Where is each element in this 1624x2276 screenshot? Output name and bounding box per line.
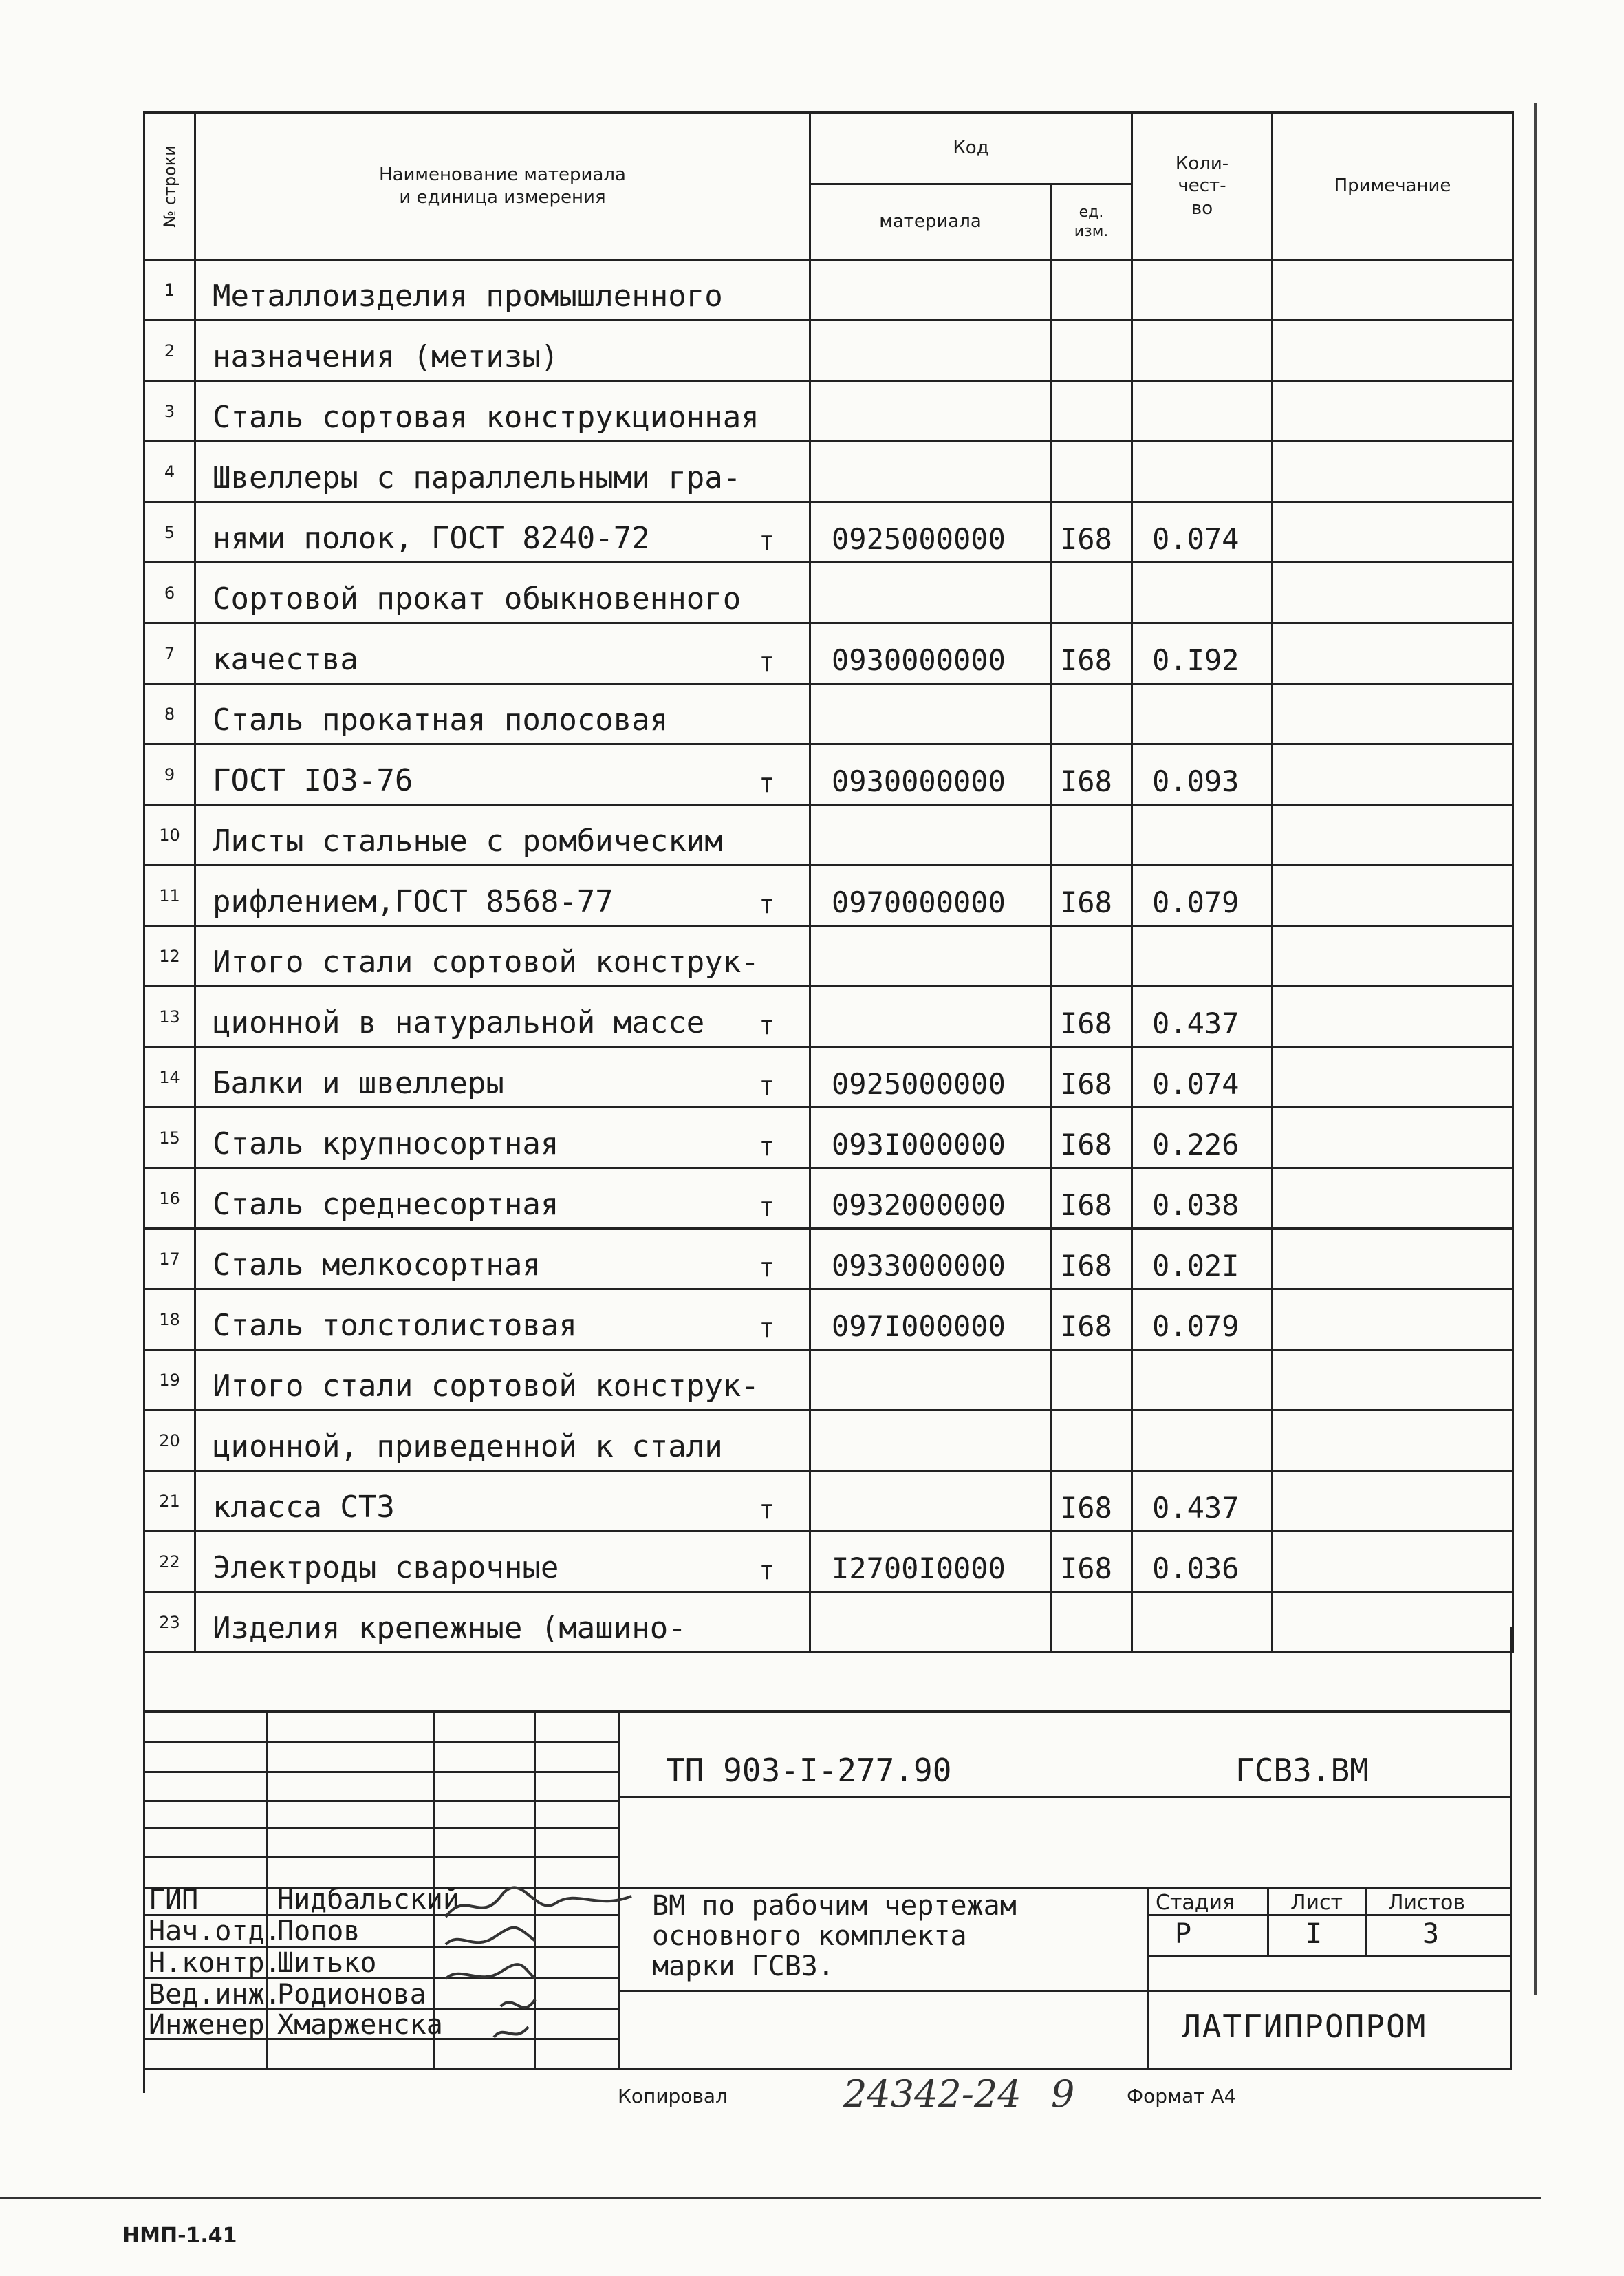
quantity: 0.079: [1132, 866, 1273, 926]
unit-abbrev: т: [759, 1313, 775, 1343]
material-code: I2700I0000: [810, 1532, 1051, 1592]
material-name-cell: [195, 1047, 810, 1108]
specification-sheet: [143, 111, 1512, 2116]
table-row: [144, 381, 1513, 442]
document-title: [652, 1891, 1017, 1982]
unit-code: I68: [1051, 623, 1132, 684]
material-code: [810, 1350, 1051, 1410]
title-line-3: марки ГСВ3.: [652, 1951, 834, 1982]
document-code: ТП 903-I-277.90: [666, 1752, 952, 1789]
row-number: 1: [144, 260, 195, 321]
table-row: [144, 1350, 1513, 1410]
material-name-cell: [195, 805, 810, 866]
material-name-cell: [195, 866, 810, 926]
material-name-cell: [195, 987, 810, 1047]
quantity: 0.437: [1132, 1471, 1273, 1532]
sheet-value: I: [1306, 1918, 1323, 1950]
unit-code: I68: [1051, 744, 1132, 805]
material-code: [810, 563, 1051, 623]
table-row: [144, 1229, 1513, 1289]
quantity: [1132, 1350, 1273, 1410]
handwritten-signatures: [439, 1876, 645, 2068]
row-number: 20: [144, 1410, 195, 1471]
header-name: Наименование материала и единица измерения: [195, 113, 810, 260]
header-material-code: материала: [810, 184, 1051, 260]
material-code: 0932000000: [810, 1168, 1051, 1229]
signature-name: Попов: [277, 1915, 360, 1947]
row-number: 6: [144, 563, 195, 623]
material-name: Сталь среднесортная: [213, 1187, 559, 1222]
unit-abbrev: т: [759, 1131, 775, 1161]
unit-code: [1051, 684, 1132, 744]
quantity: [1132, 926, 1273, 987]
unit-code: I68: [1051, 502, 1132, 563]
material-name: Сталь сортовая конструкционная: [213, 400, 759, 435]
unit-code: [1051, 381, 1132, 442]
material-name: Сортовой прокат обыкновенного: [213, 581, 741, 616]
table-row: [144, 744, 1513, 805]
material-name-cell: [195, 926, 810, 987]
unit-code: I68: [1051, 1289, 1132, 1350]
note: [1273, 321, 1513, 381]
row-number: 23: [144, 1592, 195, 1653]
note: [1273, 381, 1513, 442]
material-code: [810, 926, 1051, 987]
material-name: назначения (метизы): [213, 339, 559, 374]
material-code: 093I000000: [810, 1108, 1051, 1168]
signature-role: Н.контр.: [149, 1947, 281, 1979]
unit-code: I68: [1051, 866, 1132, 926]
material-code: 097I000000: [810, 1289, 1051, 1350]
table-row: [144, 260, 1513, 321]
row-number: 18: [144, 1289, 195, 1350]
sheet-edge-line: [1534, 103, 1537, 1995]
unit-code: [1051, 260, 1132, 321]
note: [1273, 1108, 1513, 1168]
material-code: 0970000000: [810, 866, 1051, 926]
unit-abbrev: т: [759, 1494, 775, 1525]
material-code: [810, 987, 1051, 1047]
row-number: 19: [144, 1350, 195, 1410]
material-name-cell: [195, 502, 810, 563]
row-number: 7: [144, 623, 195, 684]
material-name-cell: [195, 321, 810, 381]
signature-role: Вед.инж.: [149, 1979, 281, 2010]
row-number: 10: [144, 805, 195, 866]
unit-code: I68: [1051, 1471, 1132, 1532]
table-row: [144, 1410, 1513, 1471]
row-number: 14: [144, 1047, 195, 1108]
stage-label: Стадия: [1156, 1891, 1235, 1915]
table-row: [144, 1532, 1513, 1592]
note: [1273, 1047, 1513, 1108]
material-name-cell: [195, 381, 810, 442]
table-row: [144, 442, 1513, 502]
note: [1273, 744, 1513, 805]
material-name-cell: [195, 1168, 810, 1229]
note: [1273, 684, 1513, 744]
unit-code: I68: [1051, 1168, 1132, 1229]
table-row: [144, 1108, 1513, 1168]
note: [1273, 1289, 1513, 1350]
unit-abbrev: т: [759, 647, 775, 677]
material-code: [810, 805, 1051, 866]
note: [1273, 260, 1513, 321]
row-number: 22: [144, 1532, 195, 1592]
material-name: качества: [213, 642, 358, 677]
signature-role: Инженер: [149, 2009, 265, 2041]
material-name: рифлением,ГОСТ 8568-77: [213, 884, 614, 919]
table-row: [144, 1047, 1513, 1108]
unit-code: I68: [1051, 987, 1132, 1047]
quantity: [1132, 1410, 1273, 1471]
quantity: [1132, 381, 1273, 442]
quantity: 0.036: [1132, 1532, 1273, 1592]
material-name-cell: [195, 744, 810, 805]
document-mark: ГСВ3.ВМ: [1235, 1752, 1369, 1789]
note: [1273, 1229, 1513, 1289]
row-number: 3: [144, 381, 195, 442]
row-number: 12: [144, 926, 195, 987]
unit-abbrev: т: [759, 889, 775, 919]
row-number: 9: [144, 744, 195, 805]
material-name-cell: [195, 442, 810, 502]
material-code: [810, 1410, 1051, 1471]
material-code: 0925000000: [810, 502, 1051, 563]
material-code: [810, 381, 1051, 442]
unit-code: [1051, 442, 1132, 502]
row-number: 11: [144, 866, 195, 926]
table-row: [144, 926, 1513, 987]
quantity: [1132, 321, 1273, 381]
quantity: 0.079: [1132, 1289, 1273, 1350]
header-note: Примечание: [1273, 113, 1513, 260]
sheet-label: Лист: [1290, 1891, 1343, 1915]
material-name: Изделия крепежные (машино-: [213, 1611, 686, 1646]
material-name: ционной, приведенной к стали: [213, 1429, 723, 1464]
unit-code: I68: [1051, 1047, 1132, 1108]
material-name-cell: [195, 1350, 810, 1410]
inventory-number: 24342-24: [843, 2072, 1021, 2116]
material-name: Итого стали сортовой конструк-: [213, 1368, 759, 1404]
quantity: [1132, 563, 1273, 623]
row-number: 13: [144, 987, 195, 1047]
material-name: ционной в натуральной массе: [213, 1005, 705, 1040]
material-name-cell: [195, 260, 810, 321]
material-name: Швеллеры с параллельными гра-: [213, 460, 741, 495]
note: [1273, 1471, 1513, 1532]
material-name: Сталь прокатная полосовая: [213, 702, 669, 738]
note: [1273, 926, 1513, 987]
quantity: 0.I92: [1132, 623, 1273, 684]
copied-label: Копировал: [618, 2085, 728, 2107]
format-label: Формат А4: [1127, 2085, 1237, 2107]
unit-abbrev: т: [759, 526, 775, 556]
unit-code: I68: [1051, 1229, 1132, 1289]
material-code: 0930000000: [810, 744, 1051, 805]
quantity: [1132, 442, 1273, 502]
unit-code: [1051, 926, 1132, 987]
table-row: [144, 563, 1513, 623]
material-name: Итого стали сортовой конструк-: [213, 945, 759, 980]
material-name: Сталь мелкосортная: [213, 1247, 541, 1282]
material-name: Листы стальные с ромбическим: [213, 824, 723, 859]
quantity: 0.226: [1132, 1108, 1273, 1168]
form-number: НМП-1.41: [122, 2224, 237, 2248]
quantity: [1132, 684, 1273, 744]
inventory-suffix: 9: [1051, 2072, 1075, 2116]
header-quantity: Коли- чест- во: [1132, 113, 1273, 260]
unit-abbrev: т: [759, 1192, 775, 1222]
material-name-cell: [195, 1532, 810, 1592]
row-number: 16: [144, 1168, 195, 1229]
material-code: [810, 321, 1051, 381]
unit-abbrev: т: [759, 768, 775, 798]
quantity: 0.038: [1132, 1168, 1273, 1229]
sheets-label: Листов: [1388, 1891, 1466, 1915]
table-row: [144, 1289, 1513, 1350]
note: [1273, 502, 1513, 563]
table-row: [144, 1471, 1513, 1532]
row-number: 2: [144, 321, 195, 381]
table-row: [144, 321, 1513, 381]
material-code: [810, 442, 1051, 502]
material-name: нями полок, ГОСТ 8240-72: [213, 521, 650, 556]
material-name-cell: [195, 563, 810, 623]
quantity: [1132, 805, 1273, 866]
stage-value: Р: [1175, 1918, 1192, 1950]
unit-code: [1051, 805, 1132, 866]
material-code: 0930000000: [810, 623, 1051, 684]
organization-name: ЛАТГИПРОПРОМ: [1182, 2008, 1427, 2045]
note: [1273, 442, 1513, 502]
signature-name: Хмарженска: [277, 2009, 443, 2041]
note: [1273, 805, 1513, 866]
material-name-cell: [195, 623, 810, 684]
material-name: Балки и швеллеры: [213, 1066, 504, 1101]
quantity: 0.02I: [1132, 1229, 1273, 1289]
table-continuation-area: [143, 1627, 1512, 1713]
row-number: 5: [144, 502, 195, 563]
material-name: Электроды сварочные: [213, 1550, 559, 1585]
title-block: [143, 1710, 1512, 2093]
material-name-cell: [195, 684, 810, 744]
table-row: [144, 805, 1513, 866]
row-number: 4: [144, 442, 195, 502]
quantity: 0.074: [1132, 502, 1273, 563]
material-name-cell: [195, 1108, 810, 1168]
unit-code: [1051, 1350, 1132, 1410]
signature-name: Шитько: [277, 1947, 377, 1979]
table-row: [144, 684, 1513, 744]
note: [1273, 1350, 1513, 1410]
row-number: 8: [144, 684, 195, 744]
signature-name: Родионова: [277, 1979, 426, 2010]
row-number: 21: [144, 1471, 195, 1532]
title-line-2: основного комплекта: [652, 1920, 967, 1952]
unit-code: [1051, 563, 1132, 623]
material-name: Металлоизделия промышленного: [213, 279, 723, 314]
unit-code: [1051, 1410, 1132, 1471]
signature-role: Нач.отд.: [149, 1915, 281, 1947]
row-number: 17: [144, 1229, 195, 1289]
material-code: [810, 1471, 1051, 1532]
header-row-number: № строки: [144, 113, 195, 260]
note: [1273, 987, 1513, 1047]
table-row: [144, 623, 1513, 684]
table-row: [144, 987, 1513, 1047]
note: [1273, 563, 1513, 623]
table-row: [144, 502, 1513, 563]
signature-name: Нидбальский: [277, 1884, 459, 1915]
material-name: Сталь толстолистовая: [213, 1308, 577, 1343]
note: [1273, 623, 1513, 684]
quantity: 0.093: [1132, 744, 1273, 805]
unit-abbrev: т: [759, 1071, 775, 1101]
sheets-value: 3: [1422, 1918, 1440, 1950]
note: [1273, 1410, 1513, 1471]
material-code: 0925000000: [810, 1047, 1051, 1108]
materials-table: [143, 111, 1514, 1653]
material-name: ГОСТ IO3-76: [213, 763, 413, 798]
note: [1273, 1168, 1513, 1229]
table-row: [144, 866, 1513, 926]
quantity: [1132, 260, 1273, 321]
unit-code: I68: [1051, 1108, 1132, 1168]
material-name: Сталь крупносортная: [213, 1126, 559, 1161]
unit-code: I68: [1051, 1532, 1132, 1592]
material-name-cell: [195, 1410, 810, 1471]
header-code: Код: [810, 113, 1132, 184]
header-unit: ед. изм.: [1051, 184, 1132, 260]
title-line-1: ВМ по рабочим чертежам: [652, 1890, 1017, 1922]
unit-abbrev: т: [759, 1555, 775, 1585]
material-code: [810, 260, 1051, 321]
material-name: класса СТ3: [213, 1490, 395, 1525]
note: [1273, 866, 1513, 926]
signature-role: ГИП: [149, 1884, 199, 1915]
material-code: [810, 684, 1051, 744]
quantity: 0.074: [1132, 1047, 1273, 1108]
quantity: 0.437: [1132, 987, 1273, 1047]
bottom-rule: [0, 2197, 1541, 2199]
row-number: 15: [144, 1108, 195, 1168]
unit-abbrev: т: [759, 1252, 775, 1282]
material-name-cell: [195, 1229, 810, 1289]
material-name-cell: [195, 1471, 810, 1532]
note: [1273, 1532, 1513, 1592]
table-row: [144, 1168, 1513, 1229]
unit-abbrev: т: [759, 1010, 775, 1040]
material-name-cell: [195, 1289, 810, 1350]
material-code: 0933000000: [810, 1229, 1051, 1289]
unit-code: [1051, 321, 1132, 381]
